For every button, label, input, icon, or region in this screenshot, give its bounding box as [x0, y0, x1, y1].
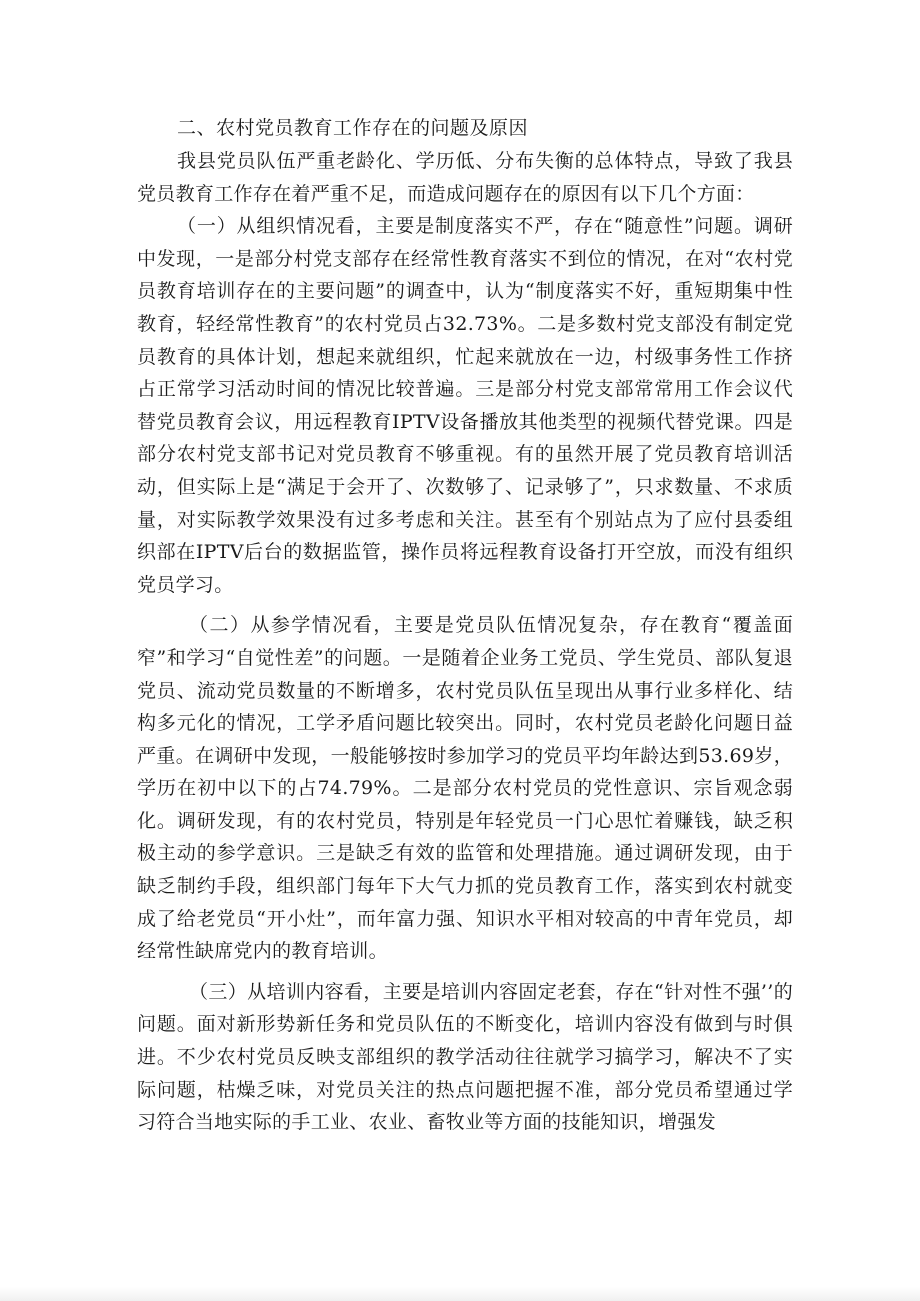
page-bottom-edge: [0, 1287, 920, 1301]
document-body: [137, 112, 793, 1139]
section-heading: 二、农村党员教育工作存在的问题及原因: [177, 117, 529, 139]
paragraph-participation: （二）从参学情况看，主要是党员队伍情况复杂，存在教育“覆盖面窄”和学习“自觉性差”的问题。一是随着企业务工党员、学生党员、部队复退党员、流动党员数量的不断增多，农村党员队伍呈现出从事行业多样化、结构多元化的情况，工学矛盾问题比较突出。同时，农村党员老龄化问题日益严重。在调研中发现，一般能够按时参加学习的党员平均年龄达到53.69岁，学历在初中以下的占74.79%。二是部分农村党员的党性意识、宗旨观念弱化。调研发现，有的农村党员，特别是年轻党员一门心思忙着赚钱，缺乏积极主动的参学意识。三是缺乏有效的监管和处理措施。通过调研发现，由于缺乏制约手段，组织部门每年下大气力抓的党员教育工作，落实到农村就变成了给老党员“开小灶”，而年富力强、知识水平相对较高的中青年党员，却经常性缺席党内的教育培训。: [137, 614, 793, 963]
paragraph-organization: （一）从组织情况看，主要是制度落实不严，存在“随意性”问题。调研中发现，一是部分村党支部存在经常性教育落实不到位的情况，在对“农村党员教育培训存在的主要问题”的调查中，认为“制度落实不好，重短期集中性教育，轻经常性教育”的农村党员占32.73%。二是多数村党支部没有制定党员教育的具体计划，想起来就组织，忙起来就放在一边，村级事务性工作挤占正常学习活动时间的情况比较普遍。三是部分村党支部常常用工作会议代替党员教育会议，用远程教育IPTV设备播放其他类型的视频代替党课。四是部分农村党支部书记对党员教育不够重视。有的虽然开展了党员教育培训活动，但实际上是“满足于会开了、次数够了、记录够了”，只求数量、不求质量，对实际教学效果没有过多考虑和关注。甚至有个别站点为了应付县委组织部在IPTV后台的数据监管，操作员将远程教育设备打开空放，而没有组织党员学习。: [137, 215, 793, 596]
paragraph-training-content: （三）从培训内容看，主要是培训内容固定老套，存在“针对性不强’’的问题。面对新形势新任务和党员队伍的不断变化，培训内容没有做到与时俱进。不少农村党员反映支部组织的教学活动往往就学习搞学习，解决不了实际问题，枯燥乏味，对党员关注的热点问题把握不准，部分党员希望通过学习符合当地实际的手工业、农业、畜牧业等方面的技能知识，增强发: [137, 980, 793, 1134]
paragraph-intro: 我县党员队伍严重老龄化、学历低、分布失衡的总体特点，导致了我县党员教育工作存在着严重不足，而造成问题存在的原因有以下几个方面：: [137, 150, 793, 205]
